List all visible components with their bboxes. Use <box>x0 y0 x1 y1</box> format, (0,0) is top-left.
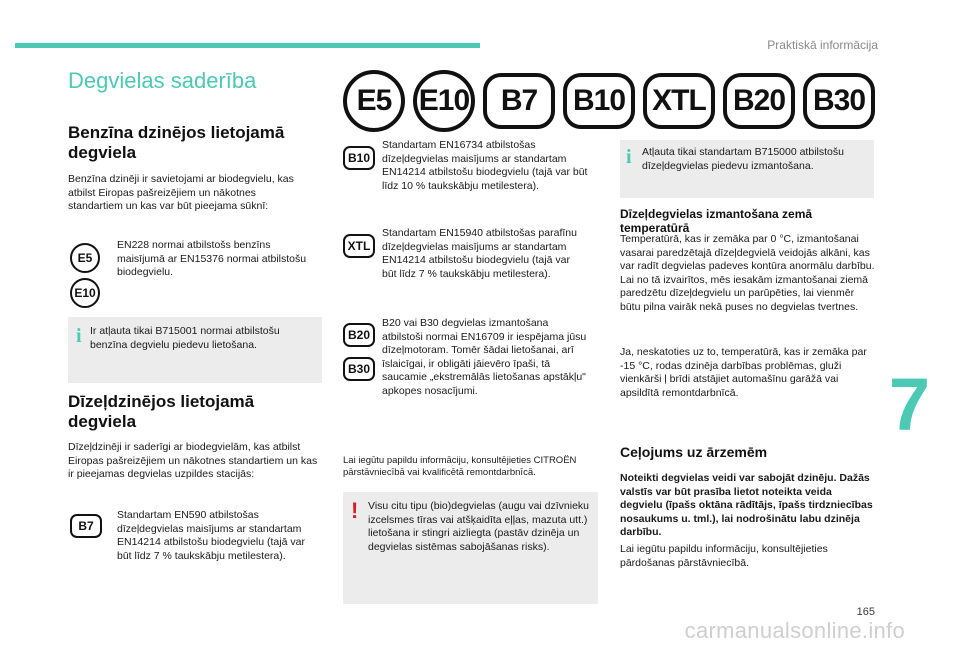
diesel-additive-note: Atļauta tikai standartam B715000 atbilstošu dīzeļdegvielas piedevu izmantošana. <box>642 146 844 172</box>
b7-description: Standartam EN590 atbilstošas dīzeļdegvielas maisījums ar standartam EN14214 atbilstošu biodegvielu (tajā var būt līdz 7 % taukskābju metilestera). <box>117 509 305 562</box>
xtl-icon: XTL <box>343 234 375 258</box>
page-number: 165 <box>856 606 875 618</box>
cold-weather-text-2: Ja, neskatoties uz to, temperatūrā, kas ir zemāka par -15 °C, rodas dzinēja darbības problēmas, gluži vienkārši ļ brīdi atstājiet automašīnu garāžā vai apsildītā remontdarbnīcā. <box>620 346 867 399</box>
travel-heading: Ceļojums uz ārzemēm <box>620 444 768 460</box>
fuel-badges-row <box>343 73 875 132</box>
diesel-heading: Dīzeļdzinējos lietojamā degviela <box>68 392 255 432</box>
e-fuel-description: EN228 normai atbilstošs benzīns maisījumā ar EN15376 normai atbilstošu biodegvielu. <box>117 239 307 278</box>
warning-text: Visu citu tipu (bio)degvielas (augu vai dzīvnieku izcelsmes tīras vai atšķaidīta eļļas, mazuta utt.) lietošana ir stingri aizliegta (pastāv dzinēja un degvielas sistēmas sabojāšanas risks). <box>368 500 590 553</box>
b10-description: Standartam EN16734 atbilstošas dīzeļdegvielas maisījums ar standartam EN14214 atbilstošu biodegvielu (tajā var būt līdz 10 % taukskābju metilestera). <box>382 139 588 192</box>
chapter-number: 7 <box>888 363 930 446</box>
petrol-intro: Benzīna dzinēji ir savietojami ar biodegvielu, kas atbilst Eiropas pašreizējiem un nākotnes standartiem un kas var būt pieejama sūknī: <box>68 173 294 212</box>
page-title: Degvielas saderība <box>68 68 257 93</box>
section-title: Praktiskā informācija <box>767 38 878 52</box>
info-icon: i <box>626 146 632 168</box>
petrol-heading: Benzīna dzinējos lietojamā degviela <box>68 123 285 163</box>
badge-xtl-icon: XTL <box>643 73 715 129</box>
badge-b10-icon: B10 <box>563 73 635 129</box>
badge-e5-icon: E5 <box>343 70 405 132</box>
travel-warning: Noteikti degvielas veidi var sabojāt dzinēju. Dažās valstīs var būt prasība lietot noteikta veida degvielu (īpašs oktāna rādītājs, īpašs tirdzniecības nosaukums u. tml.), lai nodrošinātu labu dzinēja darbību. <box>620 472 873 538</box>
e10-icon: E10 <box>70 278 100 308</box>
travel-info: Lai iegūtu papildu informāciju, konsultējieties pārdošanas pārstāvniecībā. <box>620 543 828 569</box>
header-accent-bar <box>15 43 480 48</box>
petrol-additive-note-box <box>68 317 322 383</box>
e5-icon: E5 <box>70 243 100 273</box>
xtl-description: Standartam EN15940 atbilstošas parafīnu dīzeļdegvielas maisījums ar standartam EN14214 atbilstošu biodegvielu (tajā var būt līdz 7 % taukskābju metilestera). <box>382 227 577 280</box>
b10-icon: B10 <box>343 146 375 170</box>
petrol-additive-note: Ir atļauta tikai B715001 normai atbilstošu benzīna degvielu piedevu lietošana. <box>90 325 280 351</box>
badge-e10-icon: E10 <box>413 70 475 132</box>
diesel-intro: Dīzeļdzinēji ir saderīgi ar biodegvielām, kas atbilst Eiropas pašreizējiem un nākotnes standartiem un kas ir pieejamas degvielas uzpildes stacijās: <box>68 441 318 480</box>
b20-b30-description: B20 vai B30 degvielas izmantošana atbilstoši normai EN16709 ir iespējama jūsu dīzeļmotoram. Tomēr šādai lietošanai, arī īslaicīgai, ir obligāti jāievēro īpaši, tā saucamie „ekstremālās lietošanas apstākļu" apkopes nosacījumi. <box>382 317 587 397</box>
watermark: carmanualsonline.info <box>684 618 905 643</box>
badge-b20-icon: B20 <box>723 73 795 129</box>
b7-icon: B7 <box>70 514 102 538</box>
info-icon: i <box>76 325 82 347</box>
dealer-note: Lai iegūtu papildu informāciju, konsultējieties CITROËN pārstāvniecībā vai kvalificētā remontdarbnīcā. <box>343 455 577 478</box>
diesel-additive-note-box <box>620 140 874 198</box>
cold-weather-heading: Dīzeļdegvielas izmantošana zemā temperatūrā <box>620 207 813 235</box>
cold-weather-text-1: Temperatūrā, kas ir zemāka par 0 °C, izmantošanai vasarai paredzētajā dīzeļdegvielā veidojās alkāni, kas var radīt degvielas padeves kontūra anormālu darbību. Lai no tā izvairītos, mēs iesakām izmantošanai ziemā paredzētu dīzeļdegvielu un parūpēties, lai vienmēr būtu pilna vairāk nekā puses no degvielas tvertnes. <box>620 233 875 313</box>
b30-icon: B30 <box>343 357 375 381</box>
badge-b30-icon: B30 <box>803 73 875 129</box>
warning-exclamation-icon: ! <box>351 498 359 523</box>
b20-icon: B20 <box>343 323 375 347</box>
warning-box <box>343 492 598 604</box>
badge-b7-icon: B7 <box>483 73 555 129</box>
